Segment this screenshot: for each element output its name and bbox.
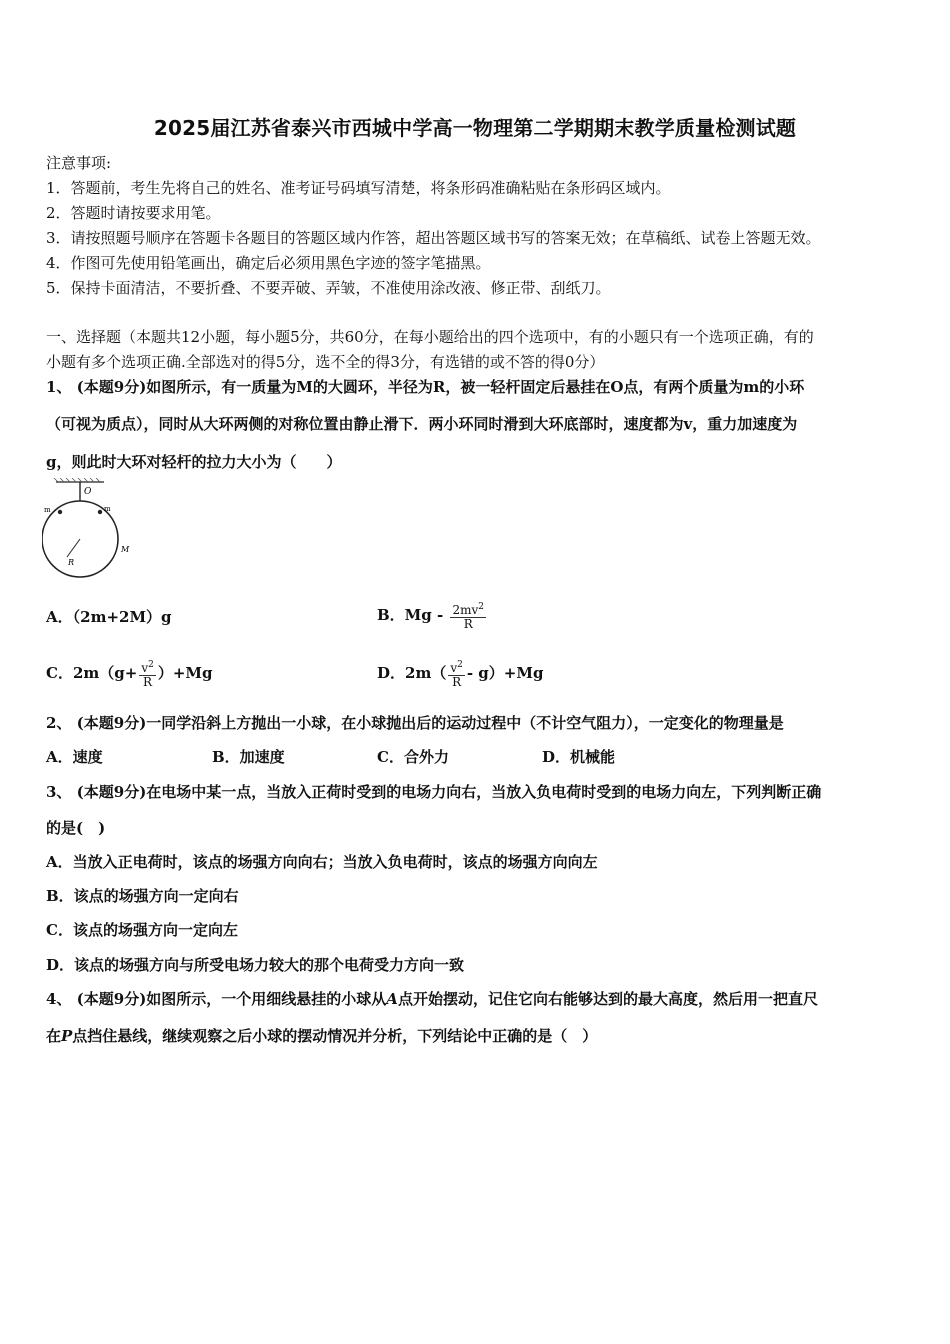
fig-label-r: R	[68, 558, 75, 567]
q4-line1-part2: 点开始摆动，记住它向右能够达到的最大高度，然后用一把直尺	[397, 990, 818, 1008]
q3-stem-line1: 3、 (本题9分)在电场中某一点，当放入正荷时受到的电场力向右，当放入负电荷时受到的电场力向左，下列判断正确	[46, 783, 822, 801]
q1-option-b-fraction	[450, 601, 486, 631]
section-intro-line2: 小题有多个选项正确.全部选对的得5分，选不全的得3分，有选错的或不答的得0分）	[46, 353, 605, 371]
fig-label-m-right: m	[104, 505, 111, 513]
q1-stem-line3: g，则此时大环对轻杆的拉力大小为（ ）	[46, 453, 342, 471]
q1-option-d-suffix: - g）+Mg	[466, 664, 544, 682]
q4-line2-part2: 点挡住悬线，继续观察之后小球的摆动情况并分析，下列结论中正确的是（ ）	[72, 1027, 598, 1045]
q2-option-a: A．速度	[46, 748, 103, 766]
q1-option-b	[377, 601, 488, 631]
q1-d-numerator: v	[450, 661, 458, 675]
q1-option-a: A．（2m+2M）g	[46, 608, 172, 626]
q3-stem-line2: 的是( )	[46, 819, 106, 837]
q3-option-c: C．该点的场强方向一定向左	[46, 921, 238, 939]
notice-item-1: 1．答题前，考生先将自己的姓名、准考证号码填写清楚，将条形码准确粘贴在条形码区域内。	[46, 179, 671, 197]
fig-label-o: O	[84, 487, 92, 497]
ring-figure	[42, 478, 138, 582]
q1-b-numerator: 2mv	[452, 603, 479, 617]
fig-label-big-m: M	[121, 545, 130, 554]
q1-option-c-prefix: C．2m（g+	[46, 664, 138, 682]
q1-c-numerator: v	[141, 661, 149, 675]
q1-d-denominator: R	[452, 675, 462, 689]
q1-option-c-fraction	[139, 659, 156, 689]
q1-option-c	[46, 659, 213, 689]
q1-option-d-prefix: D．2m（	[377, 664, 447, 682]
fig-label-m-left: m	[44, 506, 51, 514]
notice-heading: 注意事项:	[46, 154, 112, 172]
q3-option-d: D．该点的场强方向与所受电场力较大的那个电荷受力方向一致	[46, 956, 465, 974]
q1-stem-line2: （可视为质点），同时从大环两侧的对称位置由静止滑下．两小环同时滑到大环底部时，速度都为v，重力加速度为	[46, 415, 798, 433]
q1-option-c-suffix: ）+Mg	[157, 664, 213, 682]
q2-stem: 2、 (本题9分)一同学沿斜上方抛出一小球，在小球抛出后的运动过程中（不计空气阻力），一定变化的物理量是	[46, 714, 784, 732]
q1-d-exponent: 2	[457, 660, 463, 670]
q1-c-exponent: 2	[148, 660, 154, 670]
q4-stem-line2	[46, 1026, 597, 1046]
page-title: 2025届江苏省泰兴市西城中学高一物理第二学期期末教学质量检测试题	[153, 116, 797, 140]
q1-c-denominator: R	[143, 675, 153, 689]
notice-item-3: 3．请按照题号顺序在答题卡各题目的答题区域内作答，超出答题区域书写的答案无效；在草稿纸、试卷上答题无效。	[46, 229, 821, 247]
q1-option-d-fraction	[448, 659, 465, 689]
notice-item-2: 2．答题时请按要求用笔。	[46, 204, 221, 222]
q1-b-denominator: R	[463, 617, 473, 631]
notice-item-4: 4．作图可先使用铅笔画出，确定后必须用黑色字迹的签字笔描黑。	[46, 254, 491, 272]
q3-option-b: B．该点的场强方向一定向右	[46, 887, 239, 905]
q4-point-a: A	[386, 990, 398, 1008]
q1-option-d	[377, 659, 543, 689]
q2-option-b: B．加速度	[212, 748, 285, 766]
q3-option-a: A．当放入正电荷时，该点的场强方向向右；当放入负电荷时，该点的场强方向向左	[46, 853, 598, 871]
notice-item-5: 5．保持卡面清洁，不要折叠、不要弄破、弄皱，不准使用涂改液、修正带、刮纸刀。	[46, 279, 611, 297]
q2-option-c: C．合外力	[377, 748, 449, 766]
q1-b-exponent: 2	[478, 602, 484, 612]
q4-stem-line1	[46, 989, 818, 1009]
q4-line1-part1: 4、 (本题9分)如图所示，一个用细线悬挂的小球从	[46, 990, 387, 1008]
q2-option-d: D．机械能	[542, 748, 616, 766]
q4-line2-part1: 在	[46, 1027, 62, 1045]
q1-stem-line1: 1、 (本题9分)如图所示，有一质量为M的大圆环，半径为R，被一轻杆固定后悬挂在O点，有两个质量为m的小环	[46, 378, 805, 396]
section-intro-line1: 一、选择题（本题共12小题，每小题5分，共60分，在每小题给出的四个选项中，有的小题只有一个选项正确，有的	[46, 328, 814, 346]
q1-option-b-prefix: B．Mg -	[377, 606, 444, 624]
q4-point-p: P	[61, 1027, 73, 1045]
